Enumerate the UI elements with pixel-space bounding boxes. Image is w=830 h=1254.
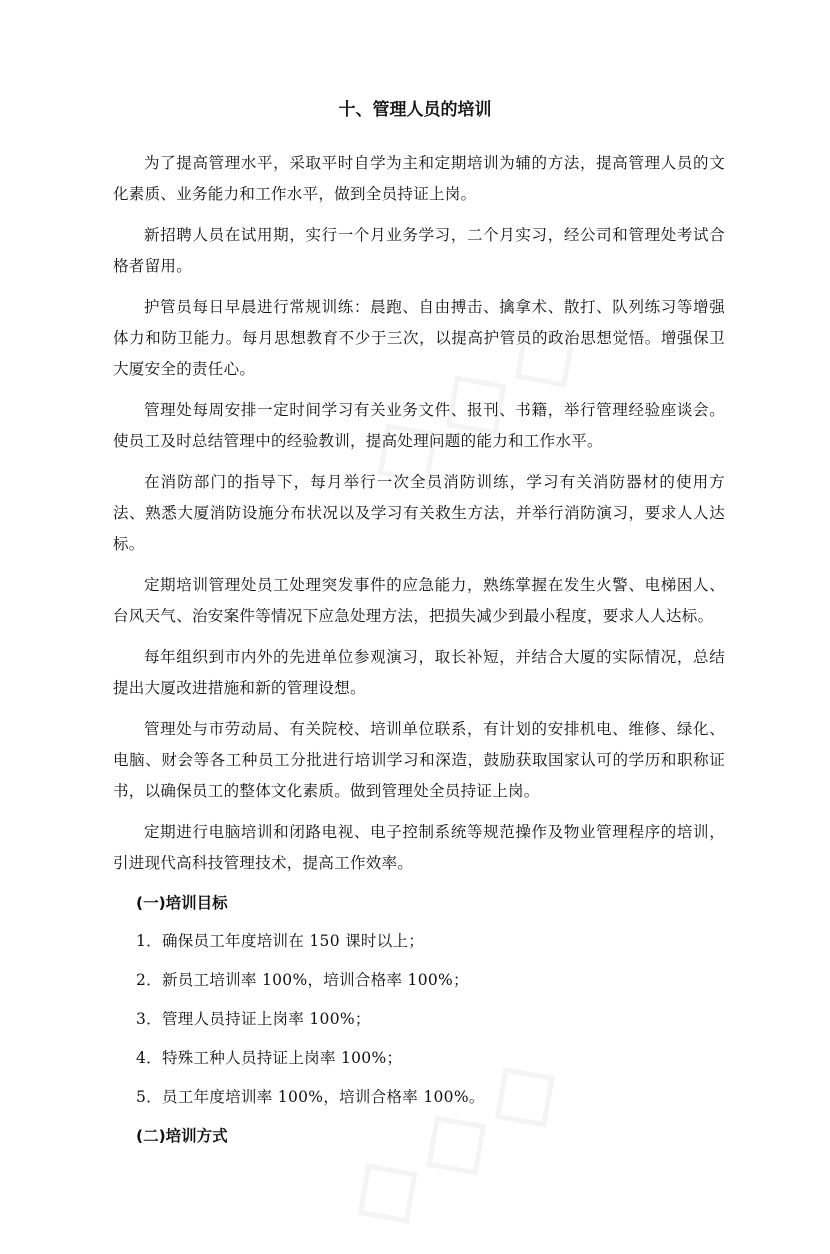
document-body	[113, 148, 725, 1160]
goal-item: 4．特殊工种人员持证上岗率 100%；	[136, 1049, 403, 1067]
paragraph: 定期进行电脑培训和闭路电视、电子控制系统等规范操作及物业管理程序的培训，引进现代高科技管理技术，提高工作效率。	[113, 823, 725, 872]
goal-item: 3．管理人员持证上岗率 100%；	[136, 1010, 371, 1028]
paragraph: 管理处与市劳动局、有关院校、培训单位联系，有计划的安排机电、维修、绿化、电脑、财会等各工种员工分批进行培训学习和深造，鼓励获取国家认可的学历和职称证书，以确保员工的整体文化素质。做到管理处全员持证上岗。	[113, 720, 725, 800]
paragraph: 每年组织到市内外的先进单位参观演习，取长补短，并结合大厦的实际情况，总结提出大厦改进措施和新的管理设想。	[113, 648, 725, 697]
section-heading-training-goals: (一)培训目标	[136, 894, 228, 912]
paragraph: 在消防部门的指导下，每月举行一次全员消防训练，学习有关消防器材的使用方法、熟悉大厦消防设施分布状况以及学习有关救生方法，并举行消防演习，要求人人达标。	[113, 473, 725, 553]
section-heading-training-methods: (二)培训方式	[136, 1127, 228, 1145]
paragraph: 新招聘人员在试用期，实行一个月业务学习，二个月实习，经公司和管理处考试合格者留用。	[113, 226, 725, 275]
paragraph: 管理处每周安排一定时间学习有关业务文件、报刊、书籍，举行管理经验座谈会。使员工及时总结管理中的经验教训，提高处理问题的能力和工作水平。	[113, 401, 725, 450]
paragraph: 护管员每日早晨进行常规训练：晨跑、自由搏击、擒拿术、散打、队列练习等增强体力和防卫能力。每月思想教育不少于三次，以提高护管员的政治思想觉悟。增强保卫大厦安全的责任心。	[113, 298, 725, 378]
paragraph: 为了提高管理水平，采取平时自学为主和定期培训为辅的方法，提高管理人员的文化素质、业务能力和工作水平，做到全员持证上岗。	[113, 154, 725, 203]
goal-item: 2．新员工培训率 100%，培训合格率 100%；	[136, 971, 469, 989]
goal-item: 5．员工年度培训率 100%，培训合格率 100%。	[136, 1088, 485, 1106]
paragraph: 定期培训管理处员工处理突发事件的应急能力，熟练掌握在发生火警、电梯困人、台风天气、治安案件等情况下应急处理方法，把损失减少到最小程度，要求人人达标。	[113, 576, 725, 625]
page-title: 十、管理人员的培训	[338, 100, 492, 120]
goal-item: 1．确保员工年度培训在 150 课时以上；	[136, 932, 425, 950]
